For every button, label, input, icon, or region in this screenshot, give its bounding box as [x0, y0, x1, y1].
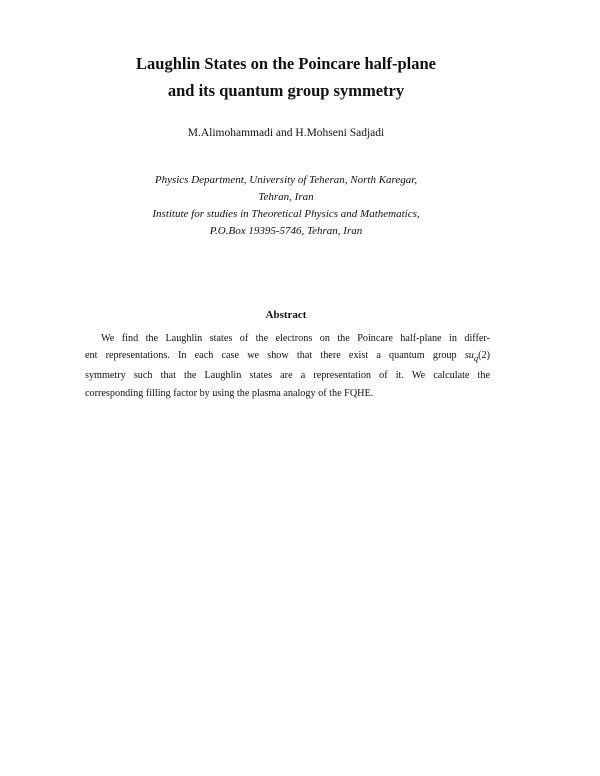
quantum-group-symbol [464, 350, 479, 364]
paper-title [0, 50, 572, 104]
abstract-heading: Abstract [265, 309, 307, 321]
title-line-2: and its quantum group symmetry [167, 81, 405, 100]
abstract-line-3: symmetry such that the Laughlin states are a representation of it. We calculate the [85, 370, 490, 382]
abstract-line-2 [85, 347, 490, 367]
abstract-body [85, 330, 490, 402]
math-symbol: su [464, 350, 474, 362]
affiliation-line-2: Tehran, Iran [258, 191, 314, 203]
author-list: M.Alimohammadi and H.Mohseni Sadjadi [187, 127, 385, 139]
abstract-line-4: corresponding filling factor by using the plasma analogy of the FQHE. [85, 387, 374, 399]
affiliation-block [0, 172, 572, 240]
affiliation-line-4: P.O.Box 19395-5746, Tehran, Iran [209, 225, 363, 237]
abstract-line-2-text: ent representations. In each case we show that there exist a quantum group [85, 350, 457, 362]
math-arg: (2) [478, 350, 491, 362]
affiliation-line-3: Institute for studies in Theoretical Physics and Mathematics, [152, 208, 420, 220]
affiliation-line-1: Physics Department, University of Teheran, North Karegar, [154, 174, 418, 186]
title-line-1: Laughlin States on the Poincare half-plane [136, 54, 436, 73]
math-subscript: q [473, 353, 479, 364]
abstract-line-1: We find the Laughlin states of the electrons on the Poincare half-plane in differ- [101, 333, 490, 344]
